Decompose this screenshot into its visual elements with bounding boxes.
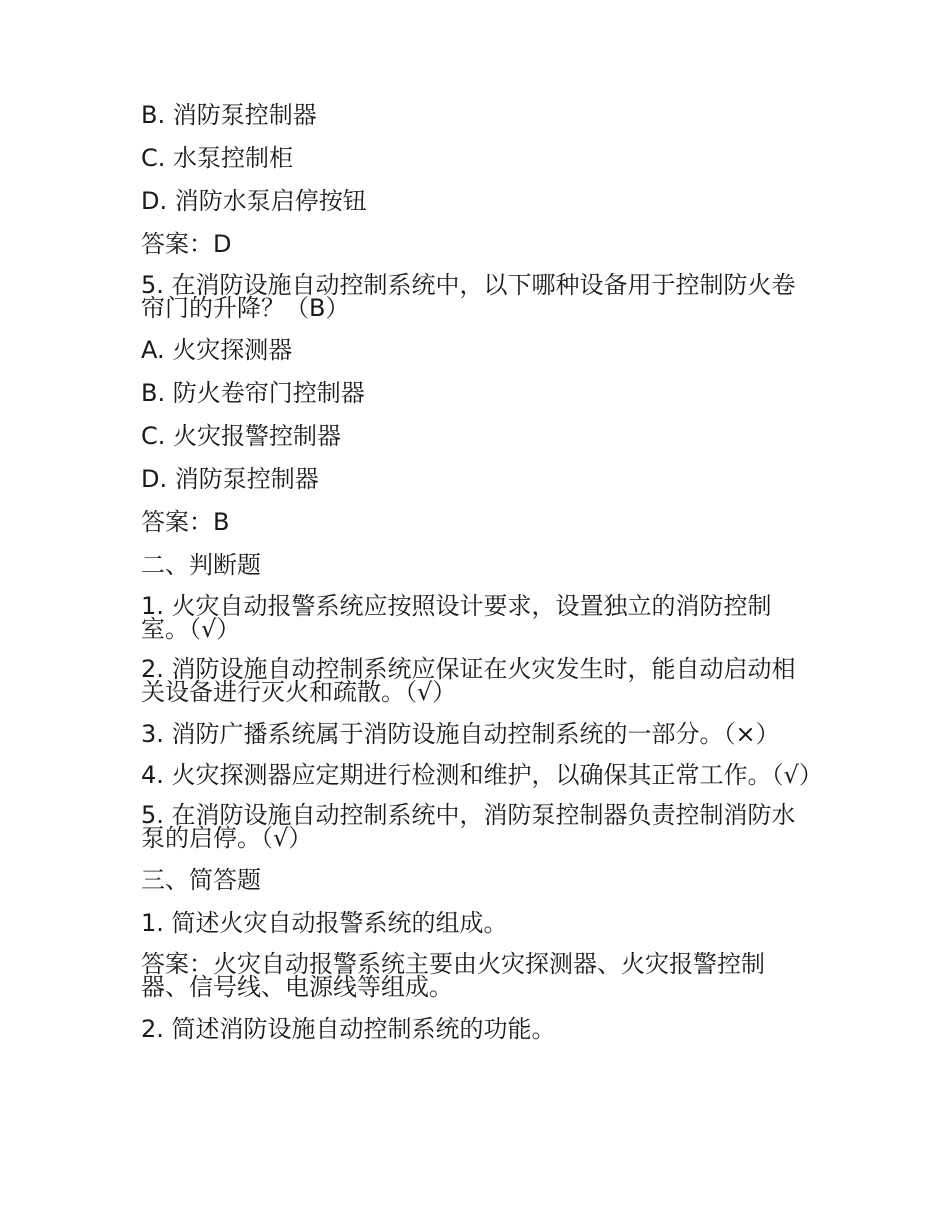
option-d-pump-controller: D. 消防泵控制器 bbox=[141, 465, 319, 493]
short-answer-question-1: 1. 简述火灾自动报警系统的组成。 bbox=[141, 909, 508, 937]
judgement-5: 5. 在消防设施自动控制系统中，消防泵控制器负责控制消防水泵的启停。（√） bbox=[141, 801, 796, 852]
answer-4: 答案：D bbox=[141, 230, 232, 258]
short-answer-1: 答案：火灾自动报警系统主要由火灾探测器、火灾报警控制器、信号线、电源线等组成。 bbox=[141, 950, 765, 1001]
option-b-pump-controller: B. 消防泵控制器 bbox=[141, 101, 317, 129]
judgement-4: 4. 火灾探测器应定期进行检测和维护，以确保其正常工作。（√） bbox=[141, 761, 823, 789]
option-a-detector: A. 火灾探测器 bbox=[141, 336, 293, 364]
judgement-3: 3. 消防广播系统属于消防设施自动控制系统的一部分。（×） bbox=[141, 720, 780, 748]
document-page bbox=[141, 101, 823, 1059]
question-5: 5. 在消防设施自动控制系统中，以下哪种设备用于控制防火卷帘门的升降？（B） bbox=[141, 271, 796, 322]
answer-5: 答案：B bbox=[141, 508, 230, 536]
section-heading-short-answer: 三、简答题 bbox=[141, 866, 261, 894]
short-answer-question-2: 2. 简述消防设施自动控制系统的功能。 bbox=[141, 1015, 556, 1043]
option-d-pump-button: D. 消防水泵启停按钮 bbox=[141, 187, 367, 215]
option-b-shutter-controller: B. 防火卷帘门控制器 bbox=[141, 379, 365, 407]
judgement-1: 1. 火灾自动报警系统应按照设计要求，设置独立的消防控制室。（√） bbox=[141, 592, 772, 643]
option-c-alarm-controller: C. 火灾报警控制器 bbox=[141, 422, 342, 450]
section-heading-true-false: 二、判断题 bbox=[141, 551, 261, 579]
judgement-2: 2. 消防设施自动控制系统应保证在火灾发生时，能自动启动相关设备进行灭火和疏散。（√） bbox=[141, 655, 796, 706]
option-c-pump-cabinet: C. 水泵控制柜 bbox=[141, 144, 294, 172]
